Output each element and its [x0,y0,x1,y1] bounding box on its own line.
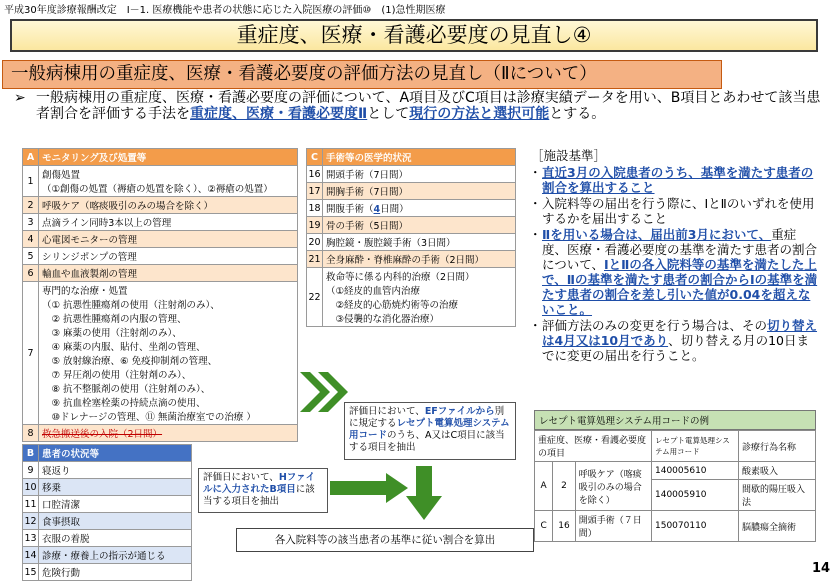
receipt-code-table: レセプト電算処理システム用コードの例 重症度、医療・看護必要度の項目 レセプト電算処理システム用コード 診療行為名称 A 2 呼吸ケア（喀痰吸引のみの場合を除く） 140005610 酸素吸入 140005910 間歇的陽圧吸入法 C 16 開頭手術（７日間） 150070110 脳膿瘍全摘術 [534,410,816,542]
row-number: 5 [23,248,39,265]
table-row [23,462,192,479]
row-number: 14 [23,547,39,564]
row-text: 口腔清潔 [39,496,192,513]
table-b-label: B [23,445,39,462]
row-text: 危険行動 [39,564,192,581]
row-number: 8 [23,425,39,442]
row-number: 19 [307,217,323,234]
row-text: 食事摂取 [39,513,192,530]
row-text: 輸血や血液製剤の管理 [39,265,298,282]
table-row [307,268,516,327]
page-number: 14 [812,561,831,576]
row-number: 22 [307,268,323,327]
page-title: 重症度、医療・看護必要度の見直し④ [10,19,818,52]
row-number: 9 [23,462,39,479]
row-number: 20 [307,234,323,251]
section-title: 一般病棟用の重症度、医療・看護必要度の評価方法の見直し（Ⅱについて） [2,60,722,89]
table-row [23,214,298,231]
note-ef-file: 評価日において、EFファイルから別に規定するレセプト電算処理システム用コードのうち、A又はC項目に該当する項目を抽出 [344,402,516,460]
row-number: 18 [307,200,323,217]
row-text: 全身麻酔・脊椎麻酔の手術（2日間） [323,251,516,268]
criteria-item-1: ・ 直近3月の入院患者のうち、基準を満たす患者の割合を算出すること [542,165,821,195]
table-row [23,530,192,547]
summary-highlight-2: 現行の方法と選択可能 [409,106,550,122]
summary-text [36,90,834,122]
row-number: 4 [23,231,39,248]
row-number: 16 [307,166,323,183]
criteria-item-4: ・ 評価方法のみの変更を行う場合は、その切り替えは4月又は10月であり、切り替える月の10日までに変更の届出を行うこと。 [542,318,821,363]
table-a [22,148,298,442]
row-text: 骨の手術（5日間） [323,217,516,234]
table-a-heading: モニタリング及び処置等 [39,149,298,166]
summary-bullet [14,90,834,122]
facility-criteria [531,148,821,364]
table-b [22,444,192,581]
row-number: 6 [23,265,39,282]
right-arrow-icon [330,473,410,503]
arrow-bullet-icon: ➢ [14,90,26,106]
row-text: 衣服の着脱 [39,530,192,547]
table-row [23,282,298,425]
row-text: シリンジポンプの管理 [39,248,298,265]
table-row [23,231,298,248]
row-text: 胸腔鏡・腹腔鏡手術（3日間） [323,234,516,251]
criteria-item-3: ・ Ⅱを用いる場合は、届出前3月において、重症度、医療・看護必要度の基準を満たす患者の割合について、ⅠとⅡの各入院料等の基準を満たした上で、Ⅱの基準を満たす患者の割合からⅠの基準を満たす患者の割合を差し引いた値が0.04を超えないこと。 [542,227,821,317]
row-number: 7 [23,282,39,425]
table-row [307,234,516,251]
note-h-file: 評価日において、Hファイルに入力されたB項目に該当する項目を抽出 [198,468,328,513]
row-text: 専門的な治療・処置 （① 抗悪性腫瘍剤の使用（注射剤のみ）、 ② 抗悪性腫瘍剤の内服の管理、 ③ 麻薬の使用（注射剤のみ）、 ④ 麻薬の内服、貼付、坐剤の管理、 ⑤ 放射線治療、⑥ 免疫抑制剤の管理、 ⑦ 昇圧剤の使用（注射剤のみ）、 ⑧ 抗不整脈剤の使用（注射剤のみ）、 ⑨ 抗血栓塞栓薬の持続点滴の使用、 ⑩ドレナージの管理、⑪ 無菌治療室での治療 ） [39,282,298,425]
summary-highlight-1: 重症度、医療・看護必要度Ⅱ [190,106,368,122]
row-text: 点滴ライン同時3本以上の管理 [39,214,298,231]
table-row [307,217,516,234]
code-header-item: 重症度、医療・看護必要度の項目 [535,431,652,462]
row-text: 救命等に係る内科的治療（2日間） （①経皮的血管内治療 ②経皮的心筋焼灼術等の治療 ③侵襲的な消化器治療） [323,268,516,327]
row-number: 3 [23,214,39,231]
down-arrow-icon [404,466,444,522]
row-text: 心電図モニターの管理 [39,231,298,248]
row-text: 診療・療養上の指示が通じる [39,547,192,564]
row-number: 15 [23,564,39,581]
row-text: 開腹手術（4日間） [323,200,516,217]
table-row [23,166,298,197]
summary-part3: とする。 [549,106,606,122]
row-text: 救急搬送後の入院（2日間） [39,425,298,442]
table-a-label: A [23,149,39,166]
table-row [23,265,298,282]
table-row [307,183,516,200]
table-row [307,200,516,217]
row-text: 創傷処置 （①創傷の処置（褥瘡の処置を除く）、②褥瘡の処置） [39,166,298,197]
page-header: 平成30年度診療報酬改定 Ⅰ－1. 医療機能や患者の状態に応じた入院医療の評価⑩ (1)急性期医療 [4,5,446,16]
row-number: 13 [23,530,39,547]
row-text: 寝返り [39,462,192,479]
row-text: 開胸手術（7日間） [323,183,516,200]
table-c-heading: 手術等の医学的状況 [323,149,516,166]
table-row [23,425,298,442]
table-c-label: C [307,149,323,166]
table-row [23,547,192,564]
row-number: 10 [23,479,39,496]
table-c [306,148,516,327]
table-b-heading: 患者の状況等 [39,445,192,462]
result-box: 各入院料等の該当患者の基準に従い割合を算出 [236,528,534,552]
code-table-title: レセプト電算処理システム用コードの例 [534,410,816,430]
table-row [23,248,298,265]
code-header-name: 診療行為名称 [739,431,816,462]
row-number: 12 [23,513,39,530]
table-row [23,479,192,496]
summary-part1: 一般病棟用の重症度、医療・看護必要度の評価について、A項目及びC項目は診療実績データを用い、B項目とあわせて該当患者割合を評価する手法を [36,90,821,122]
table-row [23,197,298,214]
table-row [23,564,192,581]
table-row [307,166,516,183]
table-row [23,496,192,513]
summary-part2: として [367,106,410,122]
table-row [23,513,192,530]
row-text: 呼吸ケア（喀痰吸引のみの場合を除く） [39,197,298,214]
row-number: 1 [23,166,39,197]
criteria-title: ［施設基準］ [531,148,607,163]
criteria-item-2: ・ 入院料等の届出を行う際に、ⅠとⅡのいずれを使用するかを届出すること [542,196,821,226]
row-number: 17 [307,183,323,200]
row-number: 2 [23,197,39,214]
row-text: 移乗 [39,479,192,496]
row-text: 開頭手術（7日間） [323,166,516,183]
row-number: 21 [307,251,323,268]
row-number: 11 [23,496,39,513]
table-row [307,251,516,268]
code-header-code: レセプト電算処理システム用コード [652,431,739,462]
